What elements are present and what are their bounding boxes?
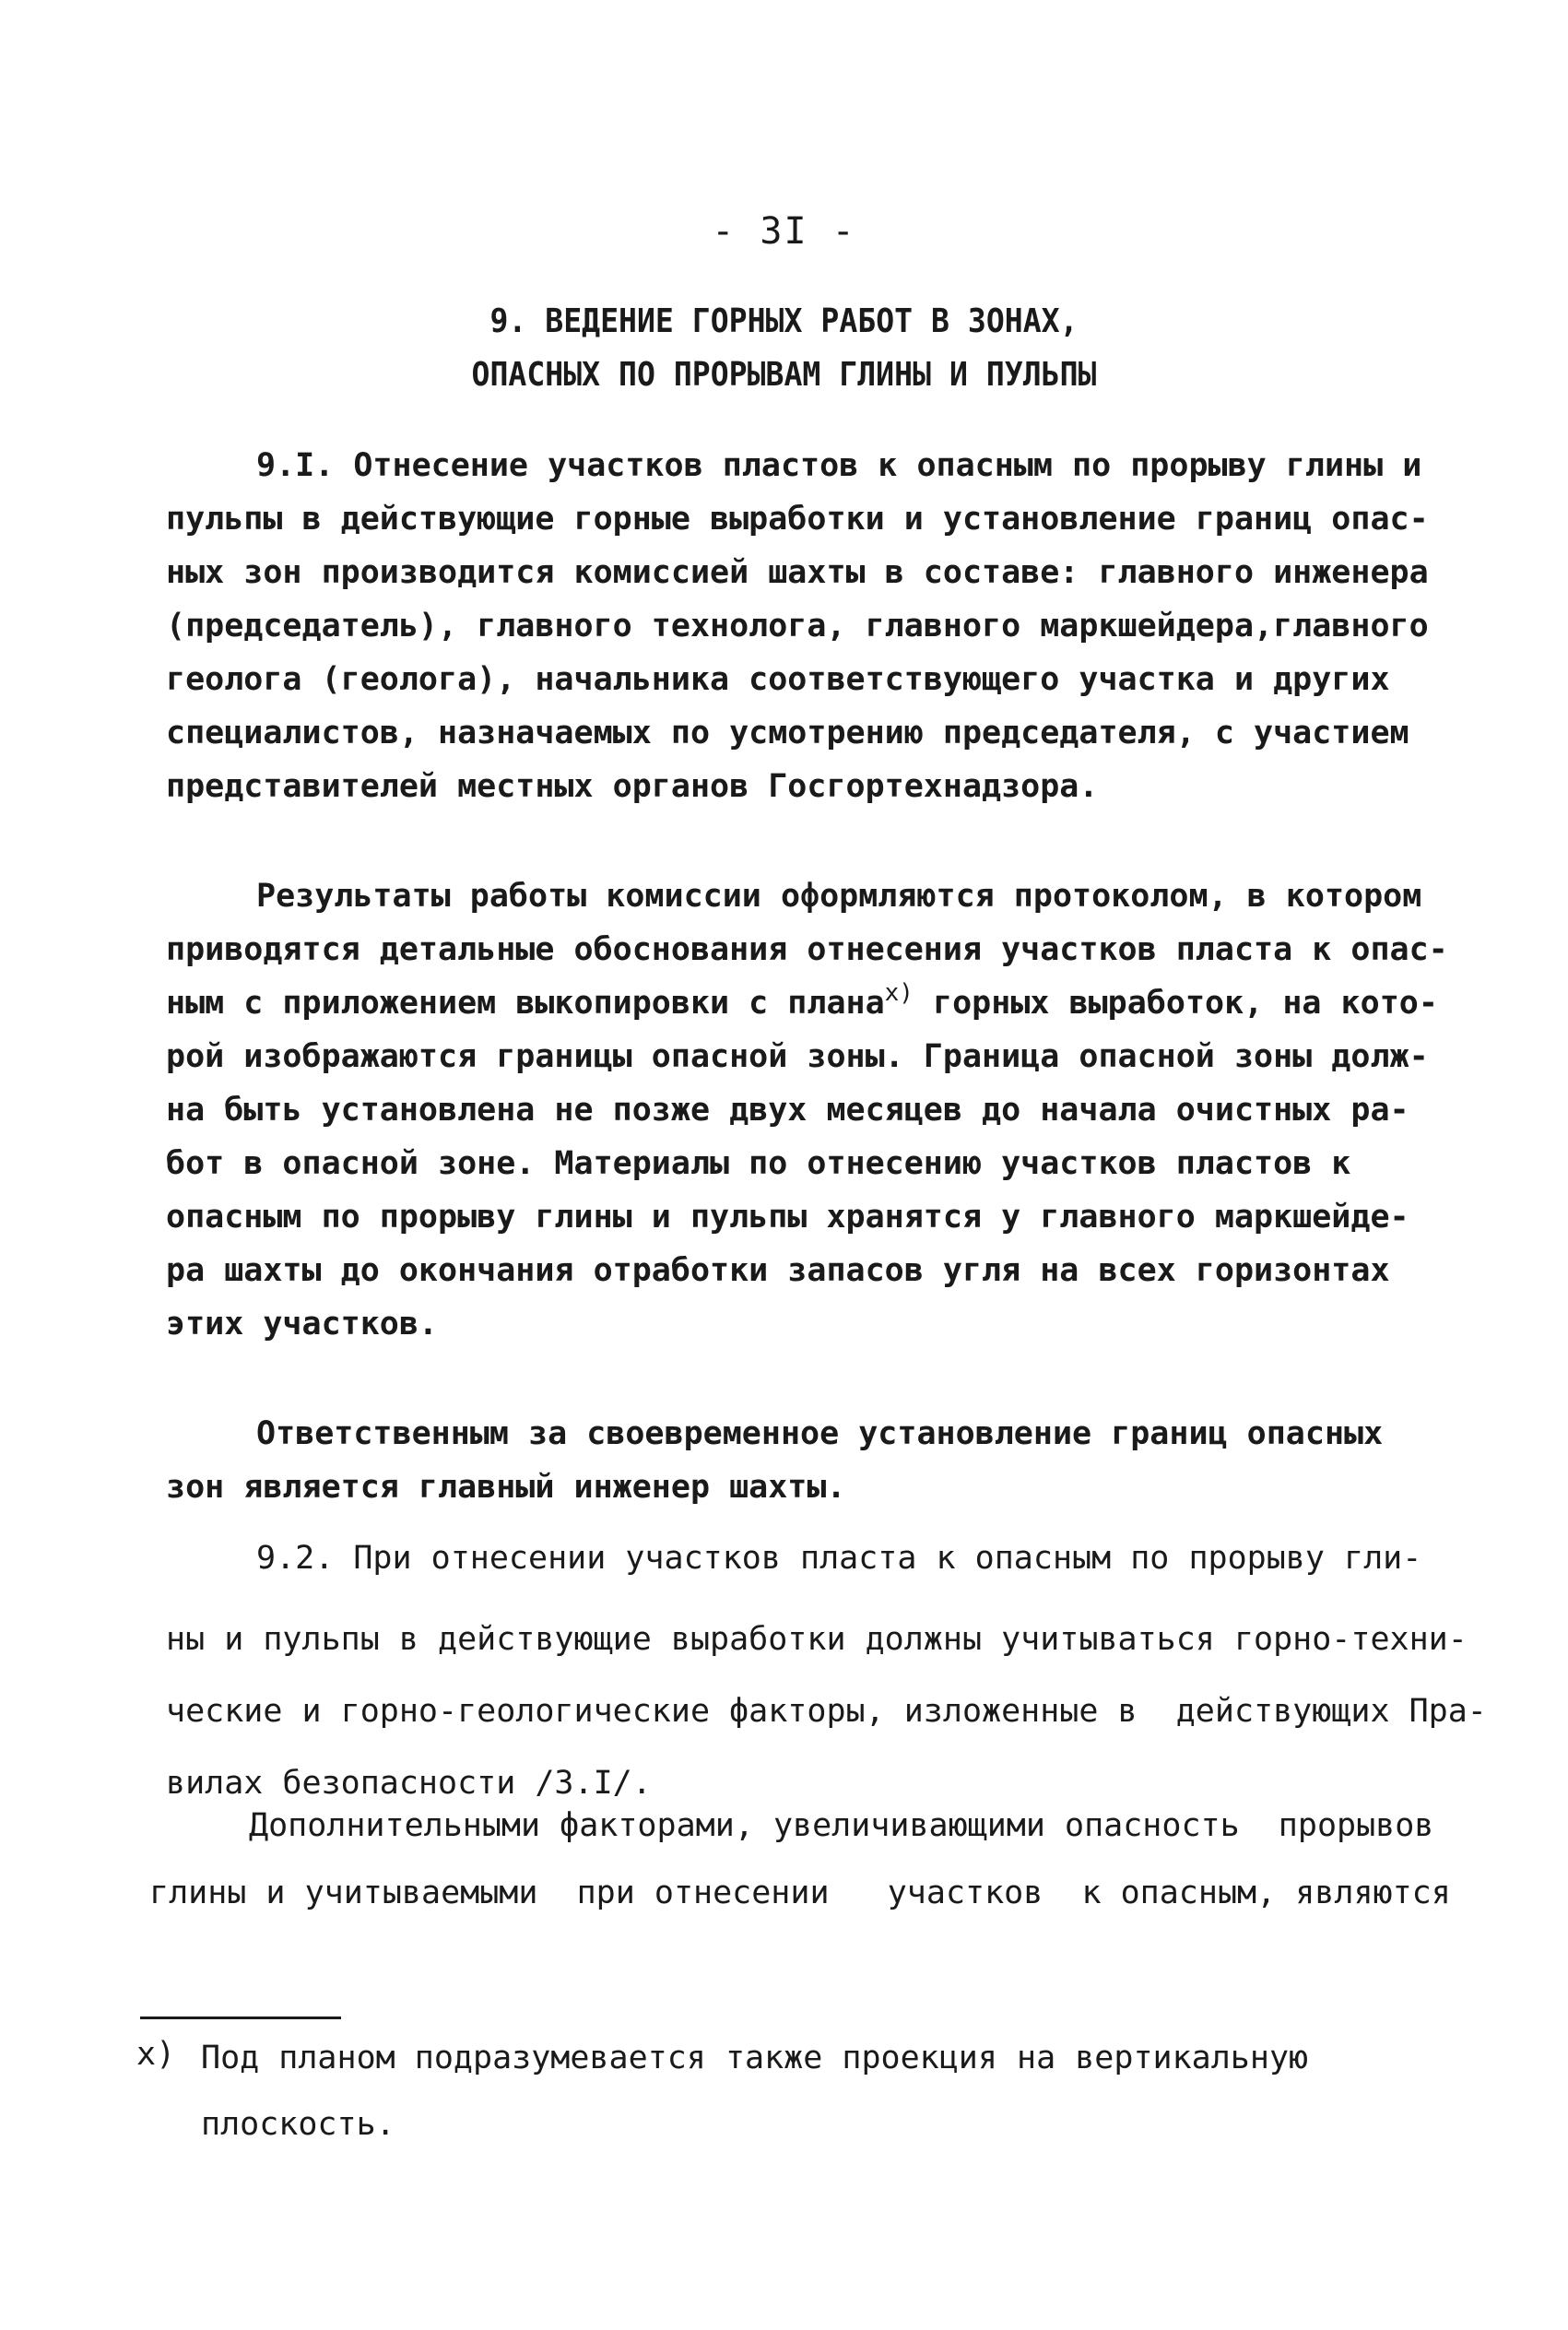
paragraph-results-line-with-footnote-ref [166, 979, 1438, 1024]
paragraph-additional-factors-line: глины и учитываемыми при отнесении участков к опасным, являются [149, 1875, 1451, 1911]
paragraph-9-1-line: специалистов, назначаемых по усмотрению председателя, с участием [166, 715, 1409, 751]
paragraph-9-1-line: 9.I. Отнесение участков пластов к опасным по прорыву глины и [256, 447, 1422, 484]
paragraph-9-1-line: представителей местных органов Госгортехнадзора. [166, 768, 1099, 805]
footnote-text-line: плоскость. [201, 2106, 395, 2143]
paragraph-results-line: бот в опасной зоне. Материалы по отнесению участков пластов к [166, 1145, 1351, 1182]
paragraph-results-line: на быть установлена не позже двух месяцев до начала очистных ра- [166, 1092, 1409, 1129]
footnote-reference: х) [884, 979, 914, 1007]
footnote-separator [140, 2017, 341, 2019]
paragraph-responsible-line: Ответственным за своевременное установление границ опасных [256, 1415, 1384, 1452]
paragraph-results-line: Результаты работы комиссии оформляются протоколом, в котором [256, 878, 1422, 915]
page-number: - 3I - [712, 210, 856, 253]
paragraph-9-2-line: ческие и горно-геологические факторы, изложенные в действующих Пра- [166, 1693, 1487, 1730]
paragraph-9-1-line: (председатель), главного технолога, главного маркшейдера,главного [166, 608, 1429, 645]
footnote-text-line: Под планом подразумевается также проекция на вертикальную [201, 2040, 1309, 2076]
section-heading-line-1: 9. ВЕДЕНИЕ ГОРНЫХ РАБОТ В ЗОНАХ, [489, 302, 1079, 340]
paragraph-results-line: приводятся детальные обоснования отнесения участков пласта к опас- [166, 931, 1448, 968]
paragraph-results-line: рой изображаются границы опасной зоны. Граница опасной зоны долж- [166, 1038, 1429, 1075]
paragraph-9-1-line: пульпы в действующие горные выработки и установление границ опас- [166, 501, 1429, 538]
paragraph-9-2-line: 9.2. При отнесении участков пласта к опасным по прорыву гли- [256, 1540, 1422, 1577]
paragraph-9-1-line: ных зон производится комиссией шахты в составе: главного инженера [166, 554, 1429, 591]
text-fragment: горных выработок, на кото- [913, 985, 1438, 1022]
paragraph-responsible-line: зон является главный инженер шахты. [166, 1469, 846, 1506]
paragraph-results-line: этих участков. [166, 1306, 439, 1342]
paragraph-additional-factors-line: Дополнительными факторами, увеличивающими опасность прорывов [249, 1807, 1434, 1844]
paragraph-9-1-line: геолога (геолога), начальника соответствующего участка и других [166, 661, 1390, 698]
paragraph-9-2-line: вилах безопасности /3.I/. [166, 1765, 652, 1802]
paragraph-results-line: ра шахты до окончания отработки запасов угля на всех горизонтах [166, 1252, 1390, 1289]
text-fragment: ным с приложением выкопировки с плана [166, 985, 885, 1022]
section-heading-line-2: ОПАСНЫХ ПО ПРОРЫВАМ ГЛИНЫ И ПУЛЬПЫ [471, 356, 1097, 394]
paragraph-9-2-line: ны и пульпы в действующие выработки должны учитываться горно-техни- [166, 1621, 1468, 1658]
footnote-mark: х) [136, 2036, 176, 2073]
paragraph-results-line: опасным по прорыву глины и пульпы хранятся у главного маркшейде- [166, 1199, 1409, 1236]
